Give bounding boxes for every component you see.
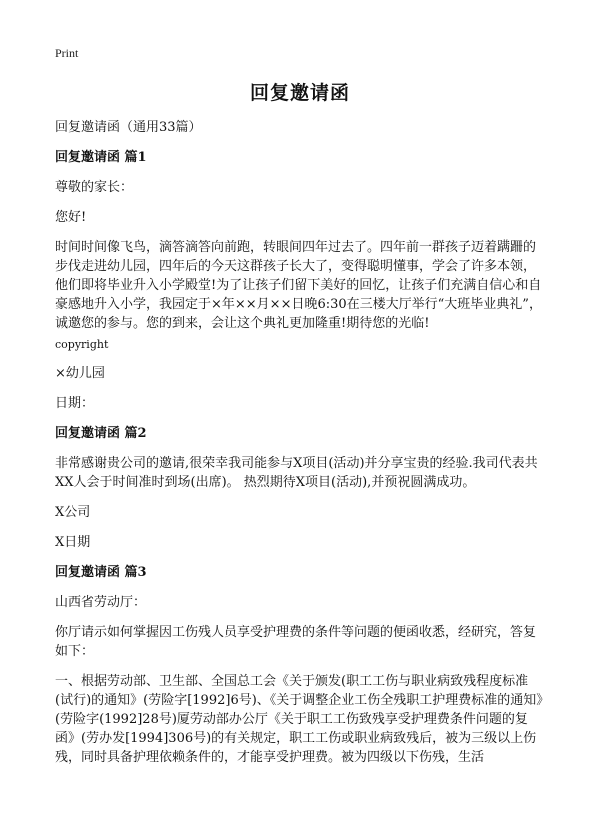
section-heading: 回复邀请函 篇2 bbox=[55, 426, 147, 441]
paragraph: 时间时间像飞鸟，滴答滴答向前跑，转眼间四年过去了。四年前一群孩子迈着蹒跚的步伐走进幼儿园，四年后的今天这群孩子长大了，变得聪明懂事，学会了许多本领，他们即将毕业升入小学殿堂!为了让孩子们留下美好的回忆，让孩子们充满自信心和自豪感地升入小学，我园定于×年××月××日晚6:30在三楼大厅举行“大班毕业典礼”，诚邀您的参与。您的到来，会让这个典礼更加隆重!期待您的光临! bbox=[55, 240, 542, 331]
paragraph: ×幼儿园 bbox=[55, 366, 105, 381]
paragraph: 日期： bbox=[55, 396, 95, 411]
paragraph: 您好! bbox=[55, 210, 87, 225]
section-heading: 回复邀请函 篇1 bbox=[55, 150, 147, 165]
paragraph: 山西省劳动厅： bbox=[55, 595, 147, 610]
paragraph: 回复邀请函（通用33篇） bbox=[55, 120, 202, 135]
paragraph: 非常感谢贵公司的邀请,很荣幸我司能参与X项目(活动)并分享宝贵的经验.我司代表共XX人会于时间准时到场(出席)。 热烈期待X项目(活动),并预祝圆满成功。 bbox=[55, 456, 538, 490]
paragraph: X日期 bbox=[55, 535, 91, 550]
paragraph: 尊敬的家长： bbox=[55, 180, 134, 195]
paragraph: 你厅请示如何掌握因工伤残人员享受护理费的条件等问题的便函收悉，经研究，答复如下： bbox=[55, 625, 537, 659]
document-body bbox=[55, 118, 545, 778]
copyright-note: copyright bbox=[55, 338, 109, 351]
section-heading: 回复邀请函 篇3 bbox=[55, 565, 147, 580]
page-title: 回复邀请函 bbox=[249, 82, 350, 104]
print-label: Print bbox=[55, 46, 79, 60]
paragraph: 一、根据劳动部、卫生部、全国总工会《关于颁发(职工工伤与职业病致残程度标准(试行)的通知》(劳险字[1992]6号)、《关于调整企业工伤全残职工护理费标准的通知》(劳险字(1992]28号)厦劳动部办公厅《关于职工工伤致残享受护理费条件问题的复函》(劳办发[1994]306号)的有关规定，职工工伤或职业病致残后，被为三级以上伤残，同时具备护理依赖条件的，才能享受护理费。被为四级以下伤残，生活 bbox=[55, 674, 543, 765]
paragraph: X公司 bbox=[55, 505, 91, 520]
